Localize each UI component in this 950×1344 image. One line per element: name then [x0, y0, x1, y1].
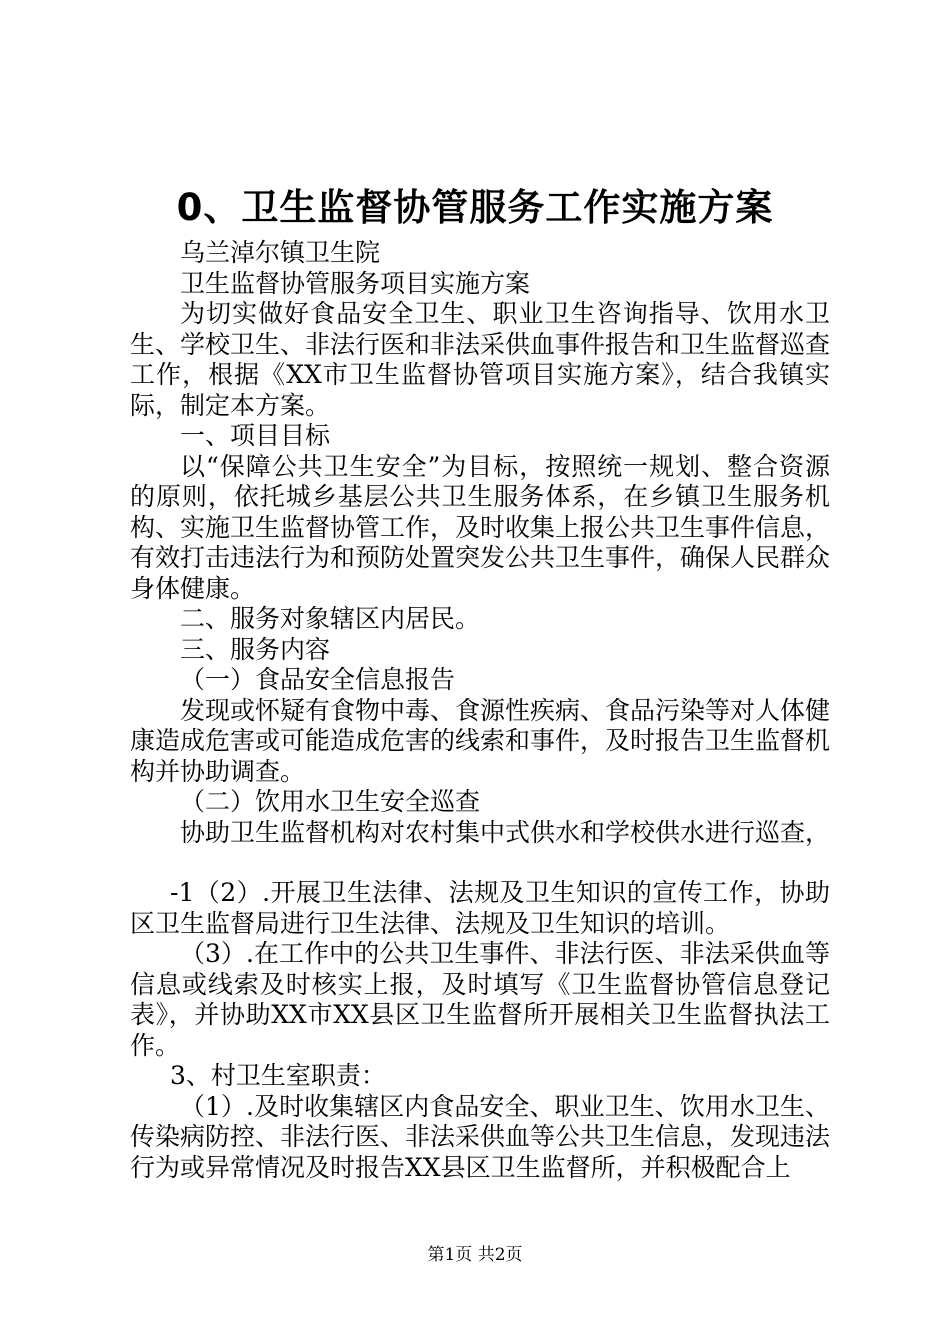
heading-service-target: 二、服务对象辖区内居民。 [180, 604, 481, 633]
page-number: 第1页 共2页 [427, 1245, 523, 1265]
document-title: 0、卫生监督协管服务工作实施方案 [176, 186, 774, 229]
paragraph-village-item-1: （1）.及时收集辖区内食品安全、职业卫生、饮用水卫生、传染病防控、非法行医、非法采供血等公共卫生信息，发现违法行为或异常情况及时报告XX县区卫生监督所，并积极配合上 [130, 1091, 831, 1182]
heading-village-clinic: 3、村卫生室职责： [170, 1061, 386, 1090]
document-body [130, 238, 830, 1183]
paragraph-drinking-water: 协助卫生监督机构对农村集中式供水和学校供水进行巡查， [180, 817, 831, 847]
paragraph-gap [130, 848, 830, 878]
paragraph-food-safety: 发现或怀疑有食物中毒、食源性疾病、食品污染等对人体健康造成危害或可能造成危害的线索和事件，及时报告卫生监督机构并协助调查。 [130, 695, 831, 786]
paragraph-item-3: （3）.在工作中的公共卫生事件、非法行医、非法采供血等信息或线索及时核实上报，及时填写《卫生监督协管信息登记表》，并协助XX市XX县区卫生监督所开展相关卫生监督执法工作。 [130, 939, 830, 1060]
heading-project-goal: 一、项目目标 [180, 421, 331, 450]
paragraph-subtitle: 卫生监督协管服务项目实施方案 [180, 268, 531, 298]
paragraph-project-goal: 以“保障公共卫生安全”为目标，按照统一规划、整合资源的原则，依托城乡基层公共卫生服务体系，在乡镇卫生服务机构、实施卫生监督协管工作，及时收集上报公共卫生事件信息，有效打击违法行为和预防处置突发公共卫生事件，确保人民群众身体健康。 [130, 451, 831, 603]
heading-drinking-water: （二）饮用水卫生安全巡查 [180, 787, 481, 816]
paragraph-intro: 为切实做好食品安全卫生、职业卫生咨询指导、饮用水卫生、学校卫生、非法行医和非法采供血事件报告和卫生监督巡查工作，根据《XX市卫生监督协管项目实施方案》，结合我镇实际，制定本方案。 [130, 299, 831, 420]
heading-food-safety: （一）食品安全信息报告 [180, 665, 456, 694]
paragraph-item-2: -1（2）.开展卫生法律、法规及卫生知识的宣传工作，协助区卫生监督局进行卫生法律、法规及卫生知识的培训。 [130, 878, 830, 938]
heading-service-content: 三、服务内容 [180, 634, 331, 664]
paragraph-institution: 乌兰淖尔镇卫生院 [180, 238, 381, 267]
